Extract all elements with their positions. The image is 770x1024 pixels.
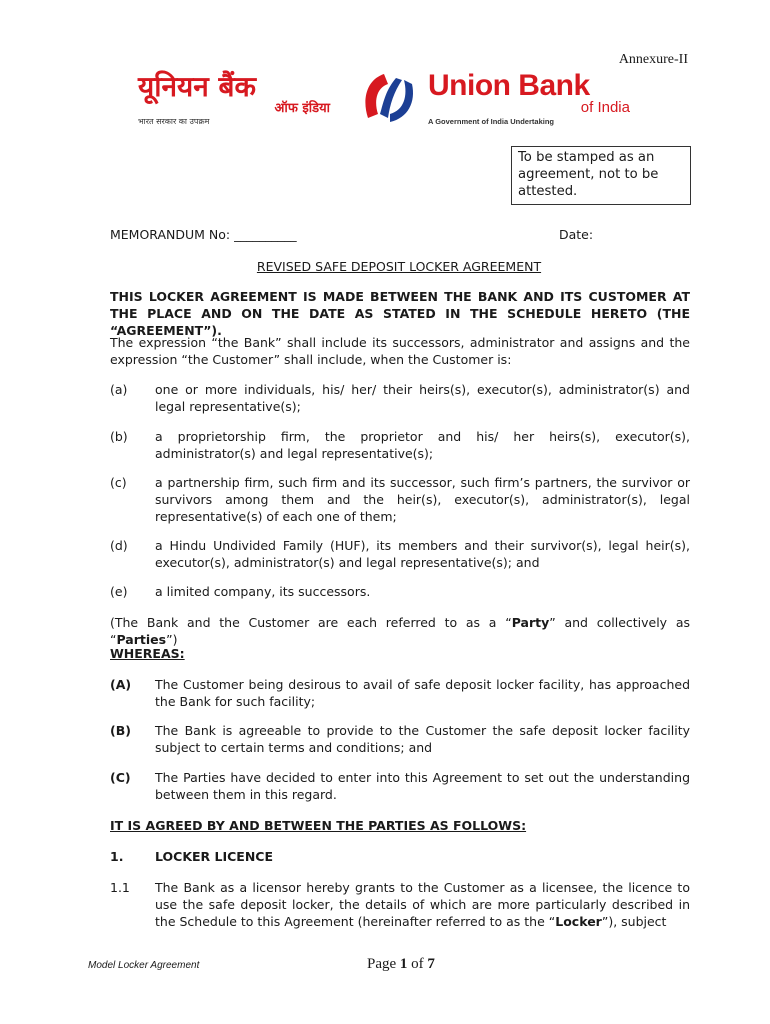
bank-logo-hindi — [138, 72, 350, 128]
intro-heading: THIS LOCKER AGREEMENT IS MADE BETWEEN THE BANK AND ITS CUSTOMER AT THE PLACE AND ON THE DATE AS STATED IN THE SCHEDULE HERETO (THE “AGREEMENT”). — [110, 289, 690, 338]
customer-type-label: (b) — [110, 429, 128, 444]
customer-type-label: (e) — [110, 584, 128, 599]
whereas-text: The Bank is agreeable to provide to the Customer the safe deposit locker facility subject to certain terms and conditions; and — [155, 723, 690, 755]
document-title: REVISED SAFE DEPOSIT LOCKER AGREEMENT — [256, 259, 542, 274]
clause-text-part: ”), subject — [601, 914, 667, 929]
customer-type-text: a proprietorship firm, the proprietor and his/ her heirs(s), executor(s), administrator(s) and legal representative(s); — [155, 429, 690, 461]
locker-term: Locker — [555, 914, 602, 929]
whereas-label: (A) — [110, 677, 132, 692]
footer-page-number: Page 1 of 7 — [367, 956, 435, 972]
whereas-label: (B) — [110, 723, 131, 738]
parties-term: Parties — [116, 632, 167, 647]
customer-type-text: a limited company, its successors. — [155, 584, 371, 599]
party-note-text: (The Bank and the Customer are each referred to as a “ — [110, 615, 512, 630]
bank-sub-english: of India — [580, 99, 630, 116]
customer-type-label: (d) — [110, 538, 128, 553]
bank-name-english: Union Bank — [428, 69, 590, 102]
party-note-text: ”) — [166, 632, 178, 647]
clause-text-part: The Bank as a licensor hereby grants to the Customer as a licensee, the licence to use the safe deposit locker, the details of which are more particularly described in the Schedule to this Agreement (hereinafter referred to as the “ — [155, 880, 690, 929]
bank-logo-english — [428, 70, 638, 128]
bank-sub-hindi: ऑफ इंडिया — [274, 101, 330, 116]
clause-text — [155, 879, 690, 930]
expression-paragraph: The expression “the Bank” shall include its successors, administrator and assigns and the expression “the Customer” shall include, when the Customer is: — [110, 335, 690, 367]
customer-type-label: (a) — [110, 382, 128, 397]
customer-type-label: (c) — [110, 475, 127, 490]
whereas-heading: WHEREAS: — [110, 646, 185, 661]
clause-number: 1.1 — [110, 880, 130, 895]
footer-document-name: Model Locker Agreement — [88, 960, 200, 971]
party-term: Party — [511, 615, 550, 630]
section-title: LOCKER LICENCE — [155, 849, 274, 864]
customer-type-text: one or more individuals, his/ her/ their heirs(s), executor(s), administrator(s) and legal representative(s); — [155, 382, 690, 414]
customer-type-text: a Hindu Undivided Family (HUF), its members and their survivor(s), legal heir(s), executor(s), administrator(s) and legal representative(s); and — [155, 538, 690, 570]
bank-tagline-hindi: भारत सरकार का उपक्रम — [138, 117, 210, 126]
section-number: 1. — [110, 849, 124, 864]
party-note-text: ” and collectively as “ — [110, 615, 690, 647]
customer-type-text: a partnership firm, such firm and its successor, such firm’s partners, the survivor or survivors among them and the heir(s), executor(s), administrator(s), legal representative(s) of each one of them; — [155, 475, 690, 524]
whereas-label: (C) — [110, 770, 131, 785]
union-bank-emblem-icon — [360, 70, 420, 126]
bank-name-hindi: यूनियन बैंक — [138, 70, 257, 103]
date-label: Date: — [559, 227, 594, 242]
whereas-text: The Parties have decided to enter into this Agreement to set out the understanding between them in this regard. — [155, 770, 690, 802]
party-definition — [110, 614, 690, 648]
agreed-heading: IT IS AGREED BY AND BETWEEN THE PARTIES AS FOLLOWS: — [110, 818, 527, 833]
bank-tagline-english: A Government of India Undertaking — [428, 117, 554, 126]
annexure-label: Annexure-II — [618, 52, 688, 67]
memorandum-number: MEMORANDUM No: __________ — [110, 227, 297, 242]
stamp-note-box: To be stamped as an agreement, not to be attested. — [511, 146, 691, 205]
whereas-text: The Customer being desirous to avail of safe deposit locker facility, has approached the Bank for such facility; — [155, 677, 690, 709]
